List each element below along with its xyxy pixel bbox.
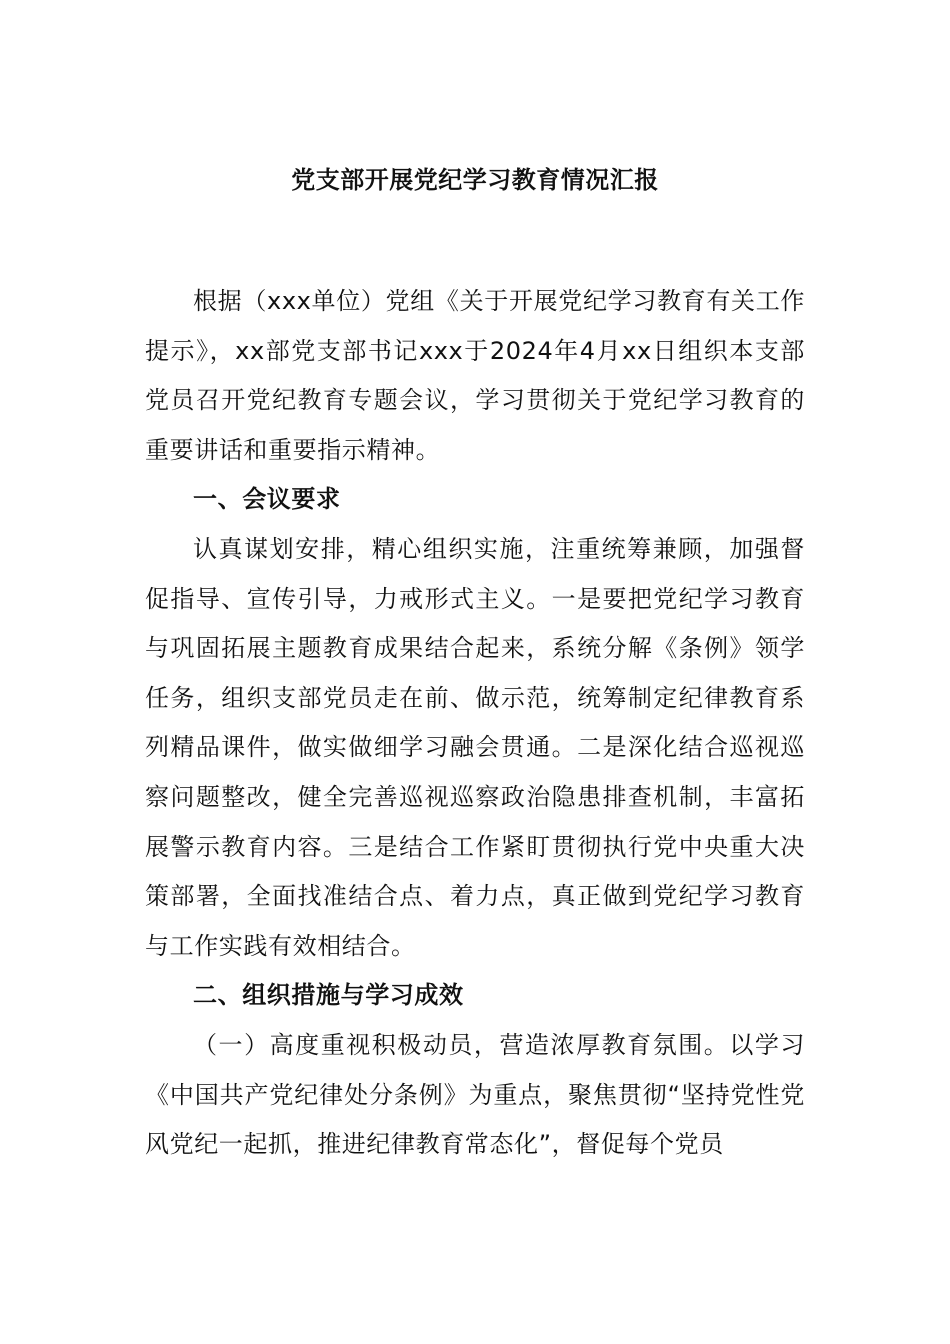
measures-paragraph: （一）高度重视积极动员，营造浓厚教育氛围。以学习《中国共产党纪律处分条例》为重点，聚焦贯彻“坚持党性党风党纪一起抓，推进纪律教育常态化”，督促每个党员 [145,1030,805,1159]
section-heading-meeting-requirements: 一、会议要求 [193,485,341,514]
section-heading-measures-and-results: 二、组织措施与学习成效 [193,981,464,1010]
document-body [145,277,805,1170]
meeting-requirements-paragraph: 认真谋划安排，精心组织实施，注重统筹兼顾，加强督促指导、宣传引导，力戒形式主义。一是要把党纪学习教育与巩固拓展主题教育成果结合起来，系统分解《条例》领学任务，组织支部党员走在前、做示范，统筹制定纪律教育系列精品课件，做实做细学习融会贯通。二是深化结合巡视巡察问题整改，健全完善巡视巡察政治隐患排查机制，丰富拓展警示教育内容。三是结合工作紧盯贯彻执行党中央重大决策部署，全面找准结合点、着力点，真正做到党纪学习教育与工作实践有效相结合。 [145,534,805,960]
document-title: 党支部开展党纪学习教育情况汇报 [291,166,659,194]
intro-paragraph: 根据（xxx单位）党组《关于开展党纪学习教育有关工作提示》，xx部党支部书记xxx于2024年4月xx日组织本支部党员召开党纪教育专题会议，学习贯彻关于党纪学习教育的重要讲话和重要指示精神。 [145,287,805,464]
